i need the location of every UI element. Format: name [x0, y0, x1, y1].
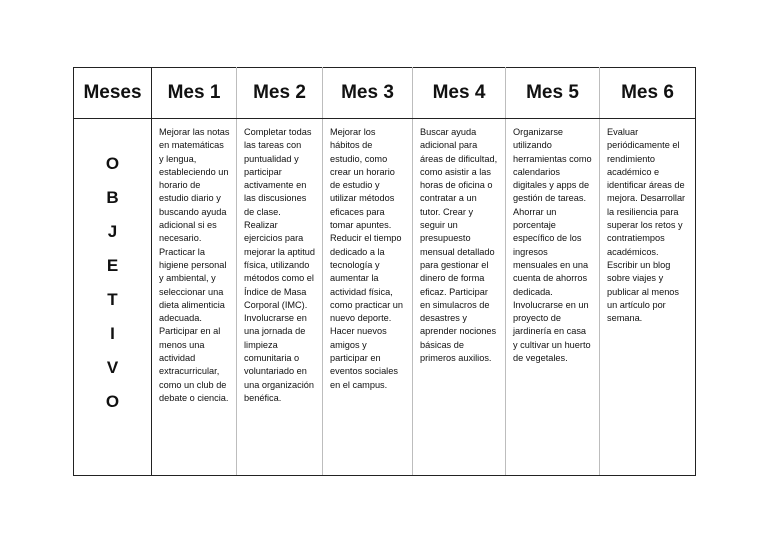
goal-text-mes-3: Mejorar los hábitos de estudio, como crear un horario de estudio y utilizar métodos eficaces para tomar apuntes. Reducir el tiempo dedicado a la tecnología y aumentar la actividad física, como practicar un nuevo deporte. Hacer nuevos amigos y participar en eventos sociales en el campus. [330, 127, 404, 390]
objetivo-letter: O [105, 392, 120, 411]
objetivo-letter: E [106, 256, 119, 275]
header-mes-4: Mes 4 [413, 68, 506, 119]
header-mes-2: Mes 2 [237, 68, 323, 119]
objetivo-letter: V [106, 358, 119, 377]
header-row [74, 68, 696, 119]
objetivo-vertical-label [74, 119, 151, 419]
objetivo-cell [74, 119, 152, 476]
goal-text-mes-5: Organizarse utilizando herramientas como calendarios digitales y apps de gestión de tareas. Ahorrar un porcentaje específico de los ingresos mensuales en una cuenta de ahorros dedicada. Involucrarse en un proyecto de jardinería en casa y cultivar un huerto de vegetales. [513, 127, 592, 364]
header-mes-3: Mes 3 [323, 68, 413, 119]
objetivo-letter: T [107, 290, 118, 309]
goal-cell-mes-5 [506, 119, 600, 476]
goal-cell-mes-6 [600, 119, 696, 476]
header-mes-5: Mes 5 [506, 68, 600, 119]
monthly-goals-table [73, 67, 696, 476]
objetivo-letter: J [107, 222, 118, 241]
objetivo-letter: B [106, 188, 119, 207]
header-mes-6: Mes 6 [600, 68, 696, 119]
goal-text-mes-1: Mejorar las notas en matemáticas y lengua, estableciendo un horario de estudio diario y buscando ayuda adicional si es necesario. Practicar la higiene personal y ambiental, y seleccionar una dieta alimenticia adecuada. Participar en al menos una actividad extracurricular, como un club de debate o ciencia. [159, 127, 230, 403]
objetivo-letter: I [110, 324, 115, 343]
header-mes-1: Mes 1 [152, 68, 237, 119]
goal-text-mes-6: Evaluar periódicamente el rendimiento académico e identificar áreas de mejora. Desarrollar la resiliencia para superar los retos y contratiempos académicos. Escribir un blog sobre viajes y publicar al menos un artículo por semana. [607, 127, 686, 324]
goal-text-mes-4: Buscar ayuda adicional para áreas de dificultad, como asistir a las horas de oficina o contratar a un tutor. Crear y seguir un presupuesto mensual detallado para gestionar el dinero de forma eficaz. Participar en simulacros de desastres y aprender nociones básicas de primeros auxilios. [420, 127, 498, 364]
goal-text-mes-2: Completar todas las tareas con puntualidad y participar activamente en las discusiones de clase. Realizar ejercicios para mejorar la aptitud física, utilizando métodos como el Índice de Masa Corporal (IMC). Involucrarse en una jornada de limpieza comunitaria o voluntariado en una organización benéfica. [244, 127, 315, 403]
goal-cell-mes-4 [413, 119, 506, 476]
objetivo-letter: O [105, 154, 120, 173]
goal-cell-mes-2 [237, 119, 323, 476]
objetivo-row [74, 119, 696, 476]
goal-cell-mes-3 [323, 119, 413, 476]
header-meses: Meses [74, 68, 152, 119]
goal-cell-mes-1 [152, 119, 237, 476]
